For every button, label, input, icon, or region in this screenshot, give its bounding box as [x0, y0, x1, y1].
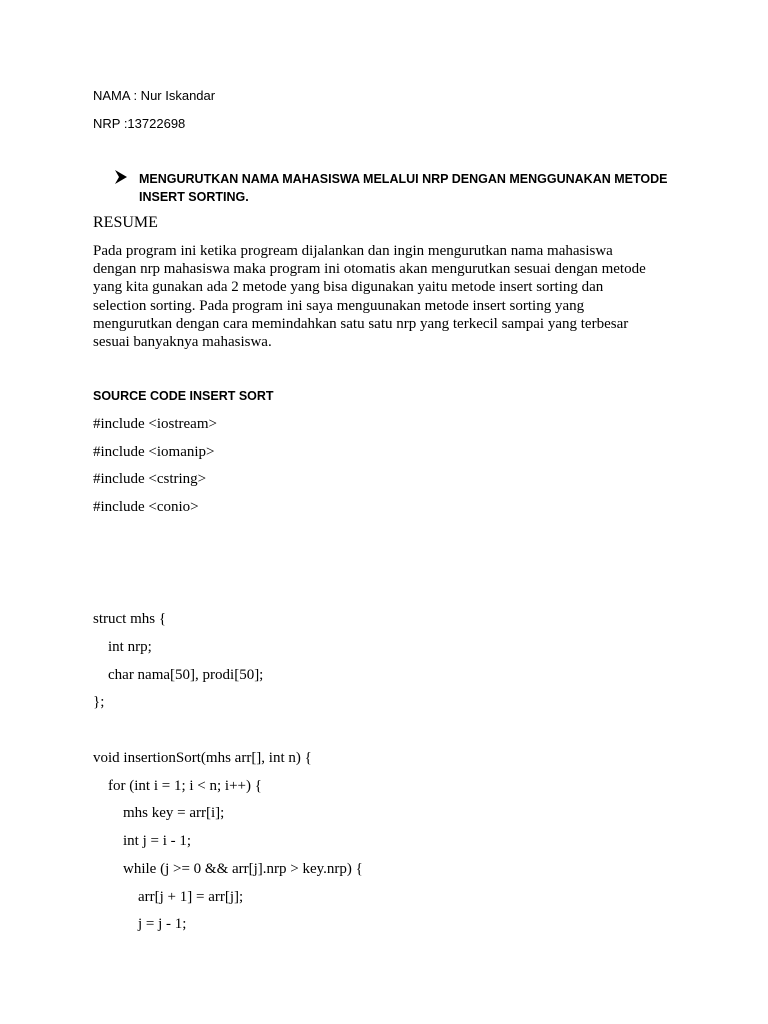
code-struct-line: char nama[50], prodi[50];	[93, 667, 264, 683]
code-struct-line: struct mhs {	[93, 611, 167, 627]
code-include-line: #include <conio>	[93, 499, 199, 515]
code-function-line: j = j - 1;	[93, 916, 187, 932]
section-heading-line-1: MENGURUTKAN NAMA MAHASISWA MELALUI NRP DENGAN MENGGUNAKAN METODE	[139, 172, 668, 186]
resume-line: yang kita gunakan ada 2 metode yang bisa digunakan yaitu metode insert sorting dan	[93, 279, 604, 296]
source-code-title: SOURCE CODE INSERT SORT	[93, 389, 274, 403]
code-function-line: mhs key = arr[i];	[93, 805, 225, 821]
code-function-line: arr[j + 1] = arr[j];	[93, 889, 244, 905]
resume-line: Pada program ini ketika progream dijalankan dan ingin mengurutkan nama mahasiswa	[93, 243, 613, 259]
resume-line: mengurutkan dengan cara memindahkan satu satu nrp yang terkecil sampai yang terbesar	[93, 315, 629, 332]
code-struct-line: int nrp;	[93, 639, 152, 655]
resume-line: selection sorting. Pada program ini saya menguunakan metode insert sorting yang	[93, 297, 585, 314]
resume-title: RESUME	[93, 214, 158, 231]
resume-line: dengan nrp mahasiswa maka program ini otomatis akan mengurutkan sesuai dengan metode	[93, 261, 646, 278]
arrowhead-bullet-icon	[114, 169, 128, 185]
code-function-line: void insertionSort(mhs arr[], int n) {	[93, 750, 312, 766]
resume-line: sesuai banyaknya mahasiswa.	[93, 334, 272, 351]
student-nrp: NRP :13722698	[93, 116, 186, 131]
code-include-line: #include <cstring>	[93, 471, 207, 487]
code-include-line: #include <iomanip>	[93, 444, 215, 460]
section-heading-line-2: INSERT SORTING.	[139, 190, 249, 204]
student-name: NAMA : Nur Iskandar	[93, 88, 216, 103]
section-heading	[139, 170, 699, 206]
code-function-line: for (int i = 1; i < n; i++) {	[93, 778, 262, 794]
code-include-line: #include <iostream>	[93, 416, 217, 432]
code-function-line: while (j >= 0 && arr[j].nrp > key.nrp) {	[93, 861, 363, 877]
resume-paragraph	[93, 242, 693, 351]
code-function-line: int j = i - 1;	[93, 833, 192, 849]
code-struct-line: };	[93, 694, 105, 710]
